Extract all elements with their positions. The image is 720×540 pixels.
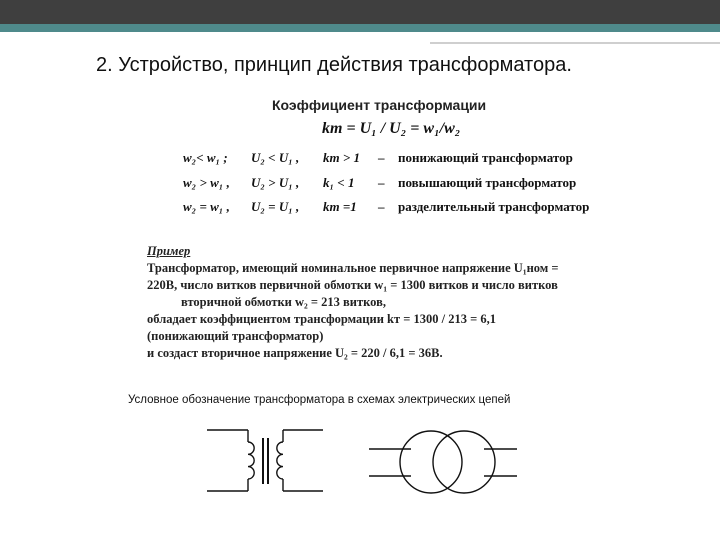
turns-relation: w₂ = w₁ ,	[183, 199, 230, 214]
turns-relation: w₂< w₁ ;	[183, 150, 228, 165]
example-line: 220В, число витков первичной обмотки w₁ = 1300 витков и число витков	[147, 278, 558, 292]
symbol-caption: Условное обозначение трансформатора в схемах электрических цепей	[128, 394, 511, 406]
example-line: вторичной обмотки w₂ = 213 витков,	[181, 295, 386, 309]
voltage-relation: U₂ > U₁ ,	[251, 175, 300, 190]
example-line: (понижающий трансформатор)	[147, 329, 324, 343]
transformer-type: разделительный трансформатор	[398, 199, 590, 214]
transformer-type: понижающий трансформатор	[398, 150, 573, 165]
dash: –	[378, 150, 385, 165]
turns-relation: w₂ > w₁ ,	[183, 175, 230, 190]
coefficient-relation: k₁ < 1	[323, 175, 355, 190]
example-line: и создаст вторичное напряжение U₂ = 220 / 6,1 = 36В.	[147, 346, 443, 360]
transformer-type: повышающий трансформатор	[398, 175, 577, 190]
example-line: Трансформатор, имеющий номинальное первичное напряжение U₁ном =	[147, 261, 559, 275]
coil-transformer-symbol	[207, 430, 323, 491]
voltage-relation: U₂ = U₁ ,	[251, 199, 300, 214]
example-heading: Пример	[147, 244, 191, 258]
voltage-relation: U₂ < U₁ ,	[251, 150, 300, 165]
coefficient-relation: kт > 1	[323, 150, 361, 165]
transformation-formula: kт = U₁ / U₂ = w₁/w₂	[322, 120, 461, 137]
example-line: обладает коэффициентом трансформации kт = 1300 / 213 = 6,1	[147, 312, 496, 326]
dash: –	[378, 199, 385, 214]
coefficient-heading: Коэффициент трансформации	[272, 97, 487, 113]
page-title: 2. Устройство, принцип действия трансформатора.	[96, 54, 572, 76]
dash: –	[378, 175, 385, 190]
circle-transformer-symbol	[369, 431, 517, 493]
coefficient-relation: kт =1	[323, 199, 357, 214]
